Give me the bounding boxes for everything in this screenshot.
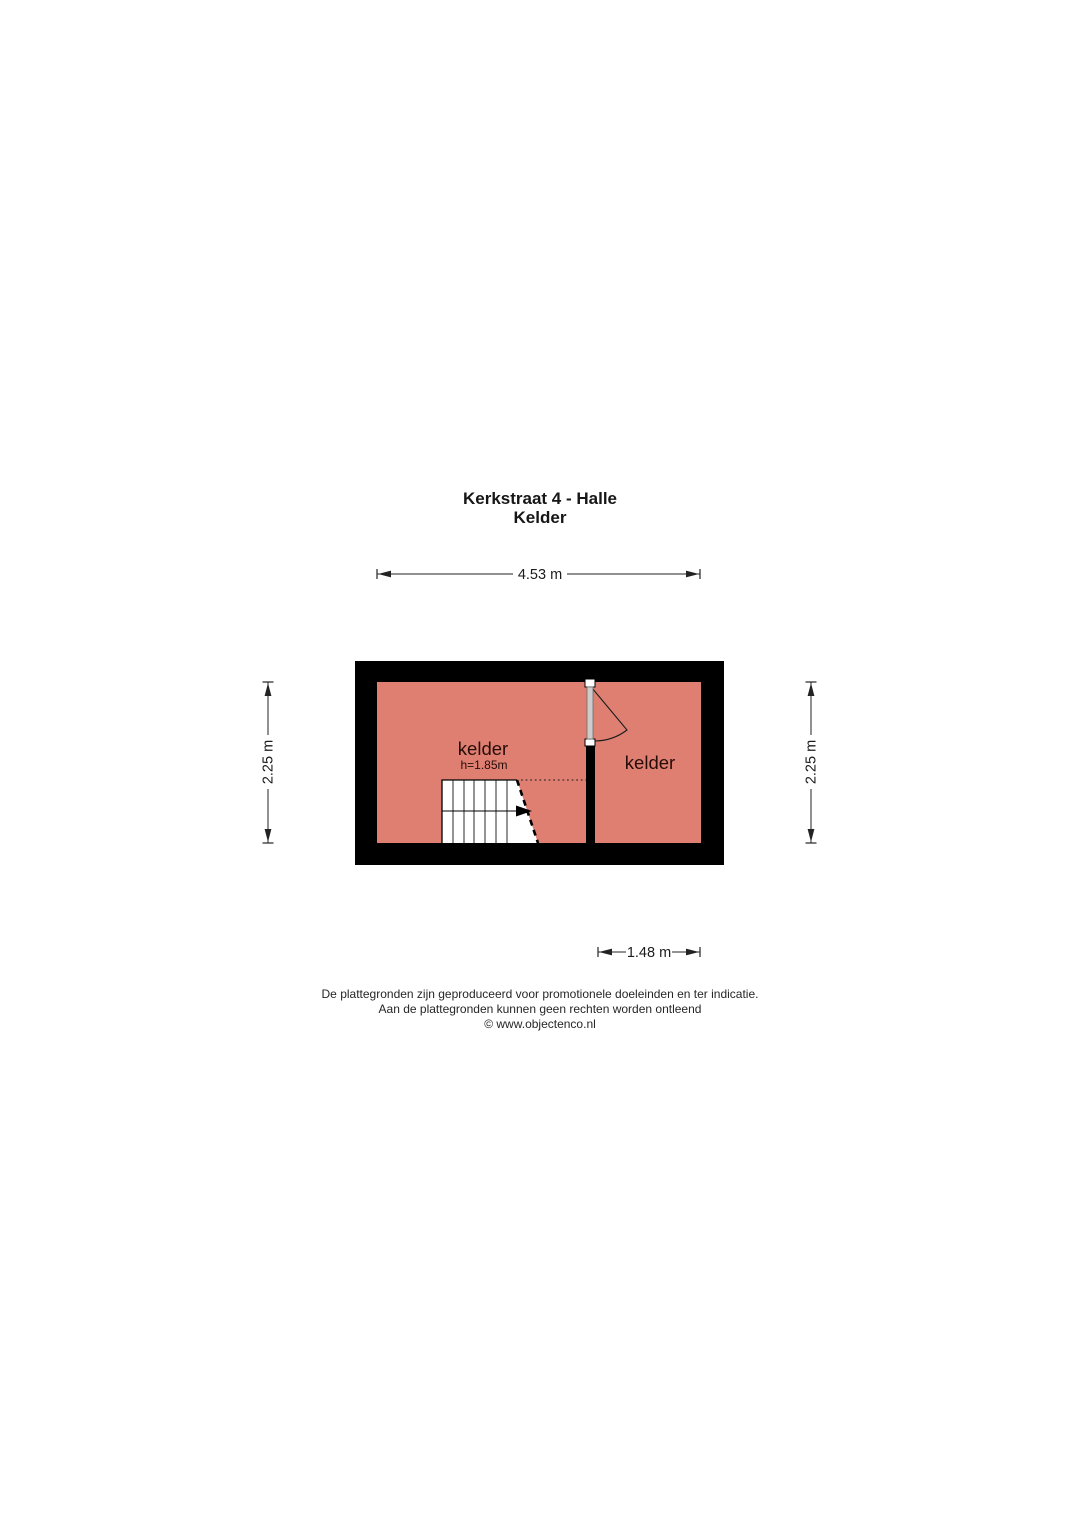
room-left-label: kelder (457, 738, 509, 759)
dimension-left (261, 682, 277, 843)
door-post-top (585, 679, 595, 687)
page-subtitle: Kelder (513, 507, 567, 527)
door-leaf (587, 687, 593, 739)
dimension-top (377, 567, 700, 583)
footer-disclaimer (0, 987, 1080, 1032)
dividing-wall (586, 746, 595, 843)
dimension-left-label: 2.25 m (260, 739, 277, 785)
page-title: Kerkstraat 4 - Halle (462, 489, 618, 508)
room-left-height-note: h=1.85m (460, 758, 508, 772)
footer-line-3: © www.objectenco.nl (484, 1017, 596, 1031)
dimension-right (804, 682, 820, 843)
door-post-bottom (585, 739, 595, 746)
dimension-top-label: 4.53 m (517, 567, 563, 583)
dimension-bottom (598, 945, 700, 961)
dimension-bottom-label: 1.48 m (626, 945, 672, 961)
footer-line-2: Aan de plattegronden kunnen geen rechten worden ontleend (378, 1002, 702, 1016)
dimension-right-label: 2.25 m (803, 739, 820, 785)
footer-line-1: De plattegronden zijn geproduceerd voor promotionele doeleinden en ter indicatie. (321, 987, 759, 1001)
room-right-label: kelder (624, 752, 676, 773)
